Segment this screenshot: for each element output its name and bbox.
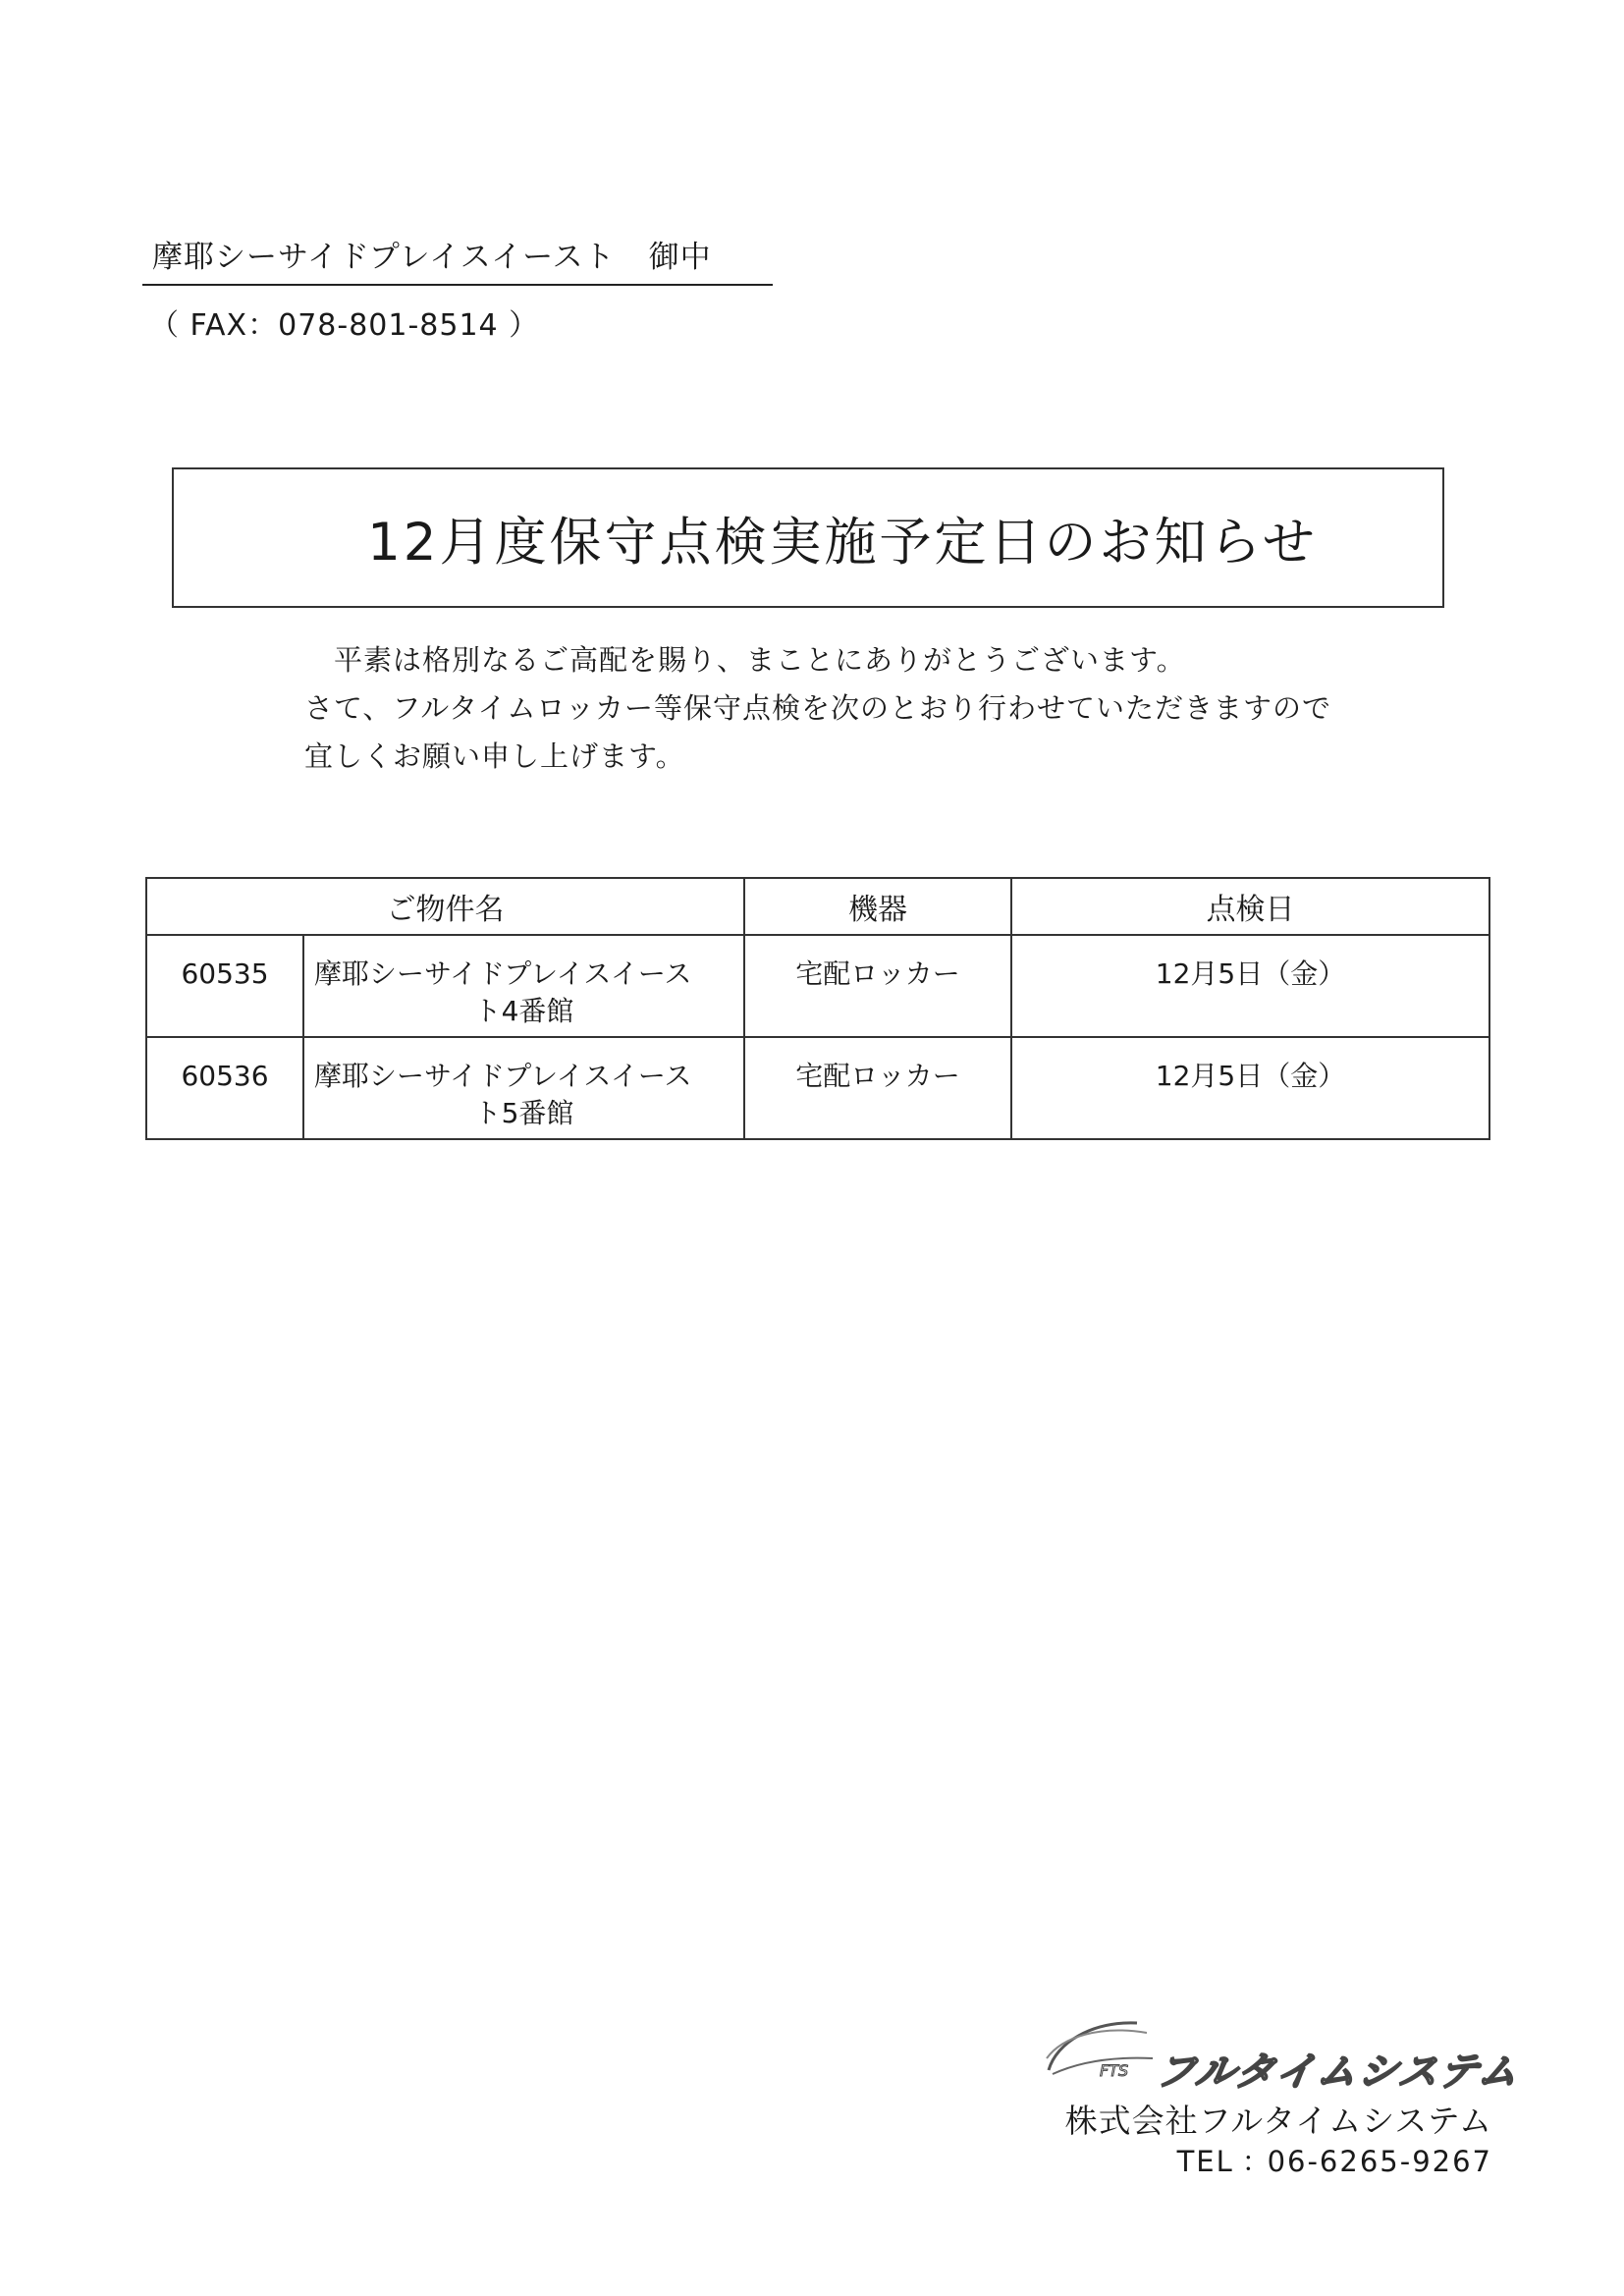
tel-label: TEL [1176, 2145, 1234, 2178]
greeting-line-1: 平素は格別なるご高配を賜り、まことにありがとうございます。 [334, 643, 1186, 677]
header-property: ご物件名 [146, 878, 744, 935]
tel-separator: ： [1241, 2145, 1272, 2178]
property-code: 60535 [146, 935, 303, 1037]
company-logo [1041, 2013, 1523, 2095]
greeting-line-3: 宜しくお願い申し上げます。 [304, 739, 685, 773]
device-type: 宅配ロッカー [744, 935, 1011, 1037]
inspection-schedule-table [145, 877, 1490, 1140]
recipient-fax: （ FAX：078-801-8514 ） [149, 308, 540, 343]
company-footer [1041, 2013, 1523, 2180]
greeting-line-2: さて、フルタイムロッカー等保守点検を次のとおり行わせていただきますので [304, 691, 1331, 725]
property-name-line-1: 摩耶シーサイドプレイスイース [314, 1060, 692, 1092]
inspection-date: 12月5日（金） [1011, 935, 1489, 1037]
logo-text: フルタイムシステム [1153, 2050, 1523, 2095]
inspection-date: 12月5日（金） [1011, 1037, 1489, 1139]
recipient-honorific: 御中 [648, 240, 712, 275]
company-tel [1041, 2140, 1492, 2180]
header-inspection-date: 点検日 [1011, 878, 1489, 935]
fts-swoosh-icon [1043, 2013, 1161, 2082]
company-name: 株式会社フルタイムシステム [1064, 2102, 1492, 2140]
greeting-paragraph [304, 636, 1331, 781]
property-name [303, 935, 744, 1037]
recipient-name: 摩耶シーサイドプレイスイースト [152, 240, 616, 275]
recipient-line [142, 232, 773, 286]
property-code: 60536 [146, 1037, 303, 1139]
table-header-row [146, 878, 1489, 935]
logo-mark: FTS [1100, 2061, 1129, 2080]
table-row [146, 1037, 1489, 1139]
table-row [146, 935, 1489, 1037]
notice-title: 12月度保守点検実施予定日のお知らせ [367, 512, 1318, 573]
property-name-line-2: ト4番館 [473, 995, 574, 1027]
property-name [303, 1037, 744, 1139]
notice-title-box [172, 467, 1444, 608]
device-type: 宅配ロッカー [744, 1037, 1011, 1139]
header-device: 機器 [744, 878, 1011, 935]
property-name-line-2: ト5番館 [473, 1097, 574, 1129]
property-name-line-1: 摩耶シーサイドプレイスイース [314, 957, 692, 990]
tel-number: 06-6265-9267 [1267, 2145, 1492, 2178]
